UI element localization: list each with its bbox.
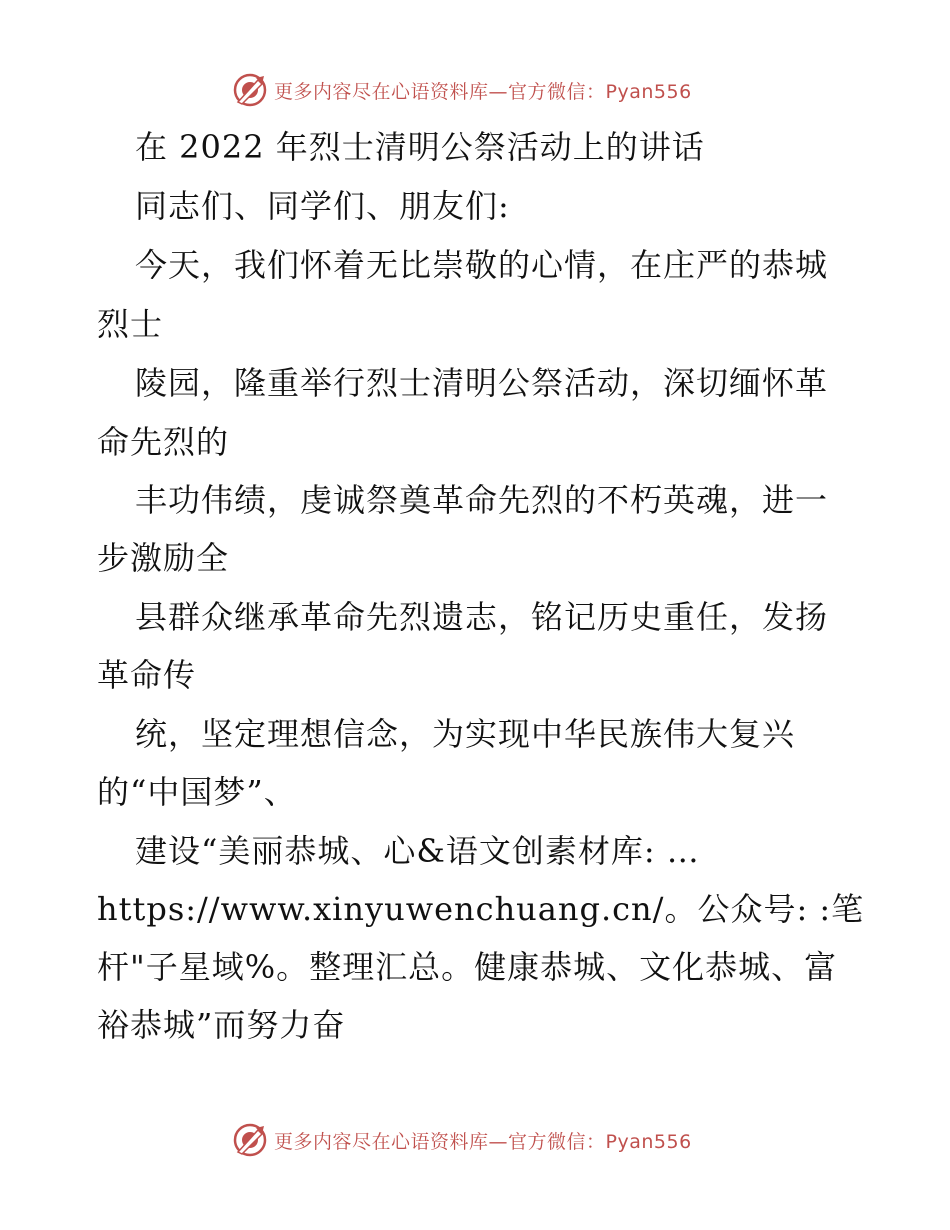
watermark-text: 更多内容尽在心语资料库—官方微信：Pyan556 <box>274 1130 692 1153</box>
body-line: 命先烈的 <box>97 423 230 461</box>
salutation: 同志们、同学们、朋友们: <box>135 187 510 225</box>
body-line: 县群众继承革命先烈遗志，铭记历史重任，发扬 <box>135 598 829 636</box>
body-line: 陵园，隆重举行烈士清明公祭活动，深切缅怀革 <box>135 364 829 402</box>
header-watermark <box>232 70 692 110</box>
body-line-url: https://www.xinyuwenchuang.cn/。公众号: :笔 <box>97 890 865 928</box>
body-line: 烈士 <box>97 305 164 343</box>
body-line: 今天，我们怀着无比崇敬的心情，在庄严的恭城 <box>135 246 829 284</box>
body-line: 裕恭城”而努力奋 <box>97 1006 346 1044</box>
footer-watermark <box>232 1120 692 1160</box>
body-line: 的“中国梦”、 <box>97 773 297 811</box>
body-line: 建设“美丽恭城、心&语文创素材库: … <box>135 832 700 870</box>
pen-logo-icon <box>232 1122 268 1158</box>
watermark-text: 更多内容尽在心语资料库—官方微信：Pyan556 <box>274 80 692 103</box>
body-line: 步激励全 <box>97 539 230 577</box>
body-line: 杆"子星域%。整理汇总。健康恭城、文化恭城、富 <box>97 948 838 986</box>
body-line: 统，坚定理想信念，为实现中华民族伟大复兴 <box>135 715 796 753</box>
body-line: 丰功伟绩，虔诚祭奠革命先烈的不朽英魂，进一 <box>135 481 829 519</box>
pen-logo-icon <box>232 72 268 108</box>
body-line: 革命传 <box>97 656 197 694</box>
document-title: 在 2022 年烈士清明公祭活动上的讲话 <box>135 128 705 166</box>
